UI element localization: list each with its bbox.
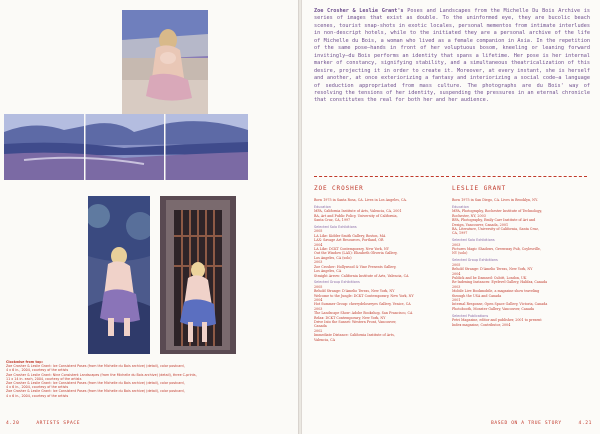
bio-line: 2005 [314, 229, 323, 234]
bio-line: Santa Cruz, CA, 1997 [314, 218, 351, 223]
bio-line: 2003 [314, 306, 323, 311]
bio-line: Los Angeles, CA [314, 269, 342, 274]
bio-line: 2004 [314, 242, 323, 247]
bio-line: Canada [314, 324, 327, 329]
bio-line: LA Like: Kidder Smith Gallery, Boston, MA [314, 233, 386, 238]
section-title: Education [452, 204, 469, 209]
caption-line: Zoe Crosher & Leslie Grant: Ice Consistent Poses (from the Michelle du Bois archive) (detail), color postcard, [6, 364, 185, 369]
bio-line: BA, Art and Public Policy, University of California, [314, 213, 398, 218]
bio-line: Los Angeles, CA (solo) [314, 255, 352, 260]
bio-line: MFA, California Institute of Arts, Valencia, CA, 2001 [314, 209, 402, 214]
bio-line: LAX: Savage Art Resources, Portland, OR [314, 238, 384, 243]
bio-line: Mobile Live Bookmobile, a magazine show traveling [452, 289, 540, 294]
bio-line: The Landscape Show: Adobe Bookshop, San Francisco, CA [314, 311, 413, 316]
photo-landscape-panorama [4, 114, 248, 180]
bio-line: Valencia, CA [314, 337, 336, 342]
bio-line: Publick and be Damned: Cubitt, London, UK [452, 276, 527, 280]
section-title: Selected Group Exhibitions [314, 280, 360, 285]
bio-line: Behold Strange: D'Amelio Terras, New York, NY [314, 289, 395, 294]
bio-line: Rochester, NY, 2003 [452, 213, 486, 218]
right-footer [491, 421, 592, 426]
bio-line: MFA, Photography, Rochester Institute of Technology, [452, 209, 542, 214]
artist-name: LESLIE GRANT [452, 185, 507, 192]
section-title: Education [314, 204, 331, 209]
bio-line: Hot Summer Group: cherrydelosreyes Gallery, Venice, CA [314, 302, 411, 307]
right-page-number: 4.21 [578, 421, 592, 426]
bio-line: Zoe Crosher: Hollywood & Vine Presents Gallery, [314, 264, 397, 269]
section-title: Selected Solo Exhibitions [452, 238, 495, 243]
photo-captions [6, 360, 206, 398]
bio-line: 2002 [314, 328, 323, 333]
bio-zoe-crosher [314, 176, 449, 342]
caption-line: 4 x 6 in., 2004, courtesy of the artists [6, 385, 69, 390]
captions-heading: Clockwise from top: [6, 360, 43, 364]
bio-line: Behold Strange: D'Amelio Terras, New York, NY [452, 267, 533, 272]
bio-line: Pictures Magic Shadows, Greenway Pub, Coylesville, [452, 247, 541, 252]
bio-line: 2005 [452, 262, 461, 267]
intro-body: Poses and Landscapes from the Michelle Du Bois Archive is series of images that exist as double. To the uninformed eye, they are bucolic beach scenes, tourist snap-shots in exotic locales, personal mementos from intimate interludes in non-descript hotels, while to the initiated they are a personal archive of the life of Michelle du Bois, a woman who lived as a female companion in Asia. In the repetition of the same pose—hands in front of her voluptuous bosom, kneeling or leaning forward invitingly—du Bois performs an identity that spans a lifetime. Her pose is her internal marker of constancy, signifying stability, and a simultaneous theatricalization of this desire, projecting it in order to create it. Moreover, at every instant, she is herself and another, at once exteriorizing a fantasy and interiorizing a social code—a language of seduction appropriated from mass culture. The photographs are du Bois' way of resolving the tensions of her identity, suspending the pressures in an eternal chronicle that constitutes the real for both her and her audience. [314, 8, 590, 104]
caption-line: 4 x 6 in., 2004, courtesy of the artists [6, 368, 69, 373]
section-title: Selected Group Exhibitions [452, 258, 498, 263]
bio-line: CA, 1997 [452, 231, 468, 236]
section-title: Selected Publications [452, 313, 489, 318]
bio-line: 2005 [314, 284, 323, 289]
caption-line: Zoe Crosher & Leslie Grant: Ice Consistent Poses (from the Michelle du Bois archive) (detail), color postcard, [6, 381, 185, 386]
bio-line: 2003 [452, 284, 461, 289]
bio-line: 2001 [452, 298, 461, 303]
bio-born: Born 1975 in Santa Rosa, CA. Lives in Los Angeles, CA. [314, 198, 407, 202]
bio-line: Immediate Distance: California Institute of Arts, [314, 333, 395, 338]
bio-line: NY (solo) [452, 251, 468, 256]
bio-line: 2004 [314, 298, 323, 303]
photo-beach-pose [122, 10, 208, 114]
dashed-divider [452, 176, 587, 177]
section-title: Selected Solo Exhibitions [314, 225, 357, 230]
bio-line: 2004 [452, 271, 461, 276]
bio-line: Out the Window (LAX): Elizabeth Oliveria Gallery, [314, 251, 398, 256]
left-running-head: ARTISTS SPACE [36, 421, 81, 426]
left-page [0, 0, 298, 434]
bio-line: BFA, Photography, Emily Carr Institute of Art and [452, 218, 536, 223]
caption-line: Zoe Crosher & Leslie Grant: Ice Consistent Poses (from the Michelle du Bois archive) (detail), color postcard, [6, 389, 185, 394]
bio-line: Internal Response, Open Space Gallery, Victoria, Canada [452, 302, 548, 307]
photo-gate-pose [160, 196, 236, 354]
dashed-divider [314, 176, 449, 177]
bio-line: Petri Magazine, editor and publisher, 2001 to present [452, 318, 542, 323]
photo-garden-pose [88, 196, 150, 354]
bio-line: Straight Arrow: California Institute of Arts, Valencia, CA [314, 273, 409, 278]
caption-line: 4 x 6 in., 2004, courtesy of the artists [6, 393, 69, 398]
bio-born: Born 1975 in San Diego, CA. Lives in Brooklyn, NY. [452, 198, 538, 202]
bio-line: Re-Indexing Instances: Eyelevel Gallery, Halifax, Canada [452, 280, 548, 285]
bio-line: 2003 [314, 260, 323, 265]
bio-line: Relax: DCKT Contemporary, New York, NY [314, 315, 386, 320]
bio-line: 2003 [452, 242, 461, 247]
bio-line: Design, Vancouver, Canada, 2001 [452, 222, 509, 227]
artist-name: ZOE CROSHER [314, 185, 364, 192]
bio-line: Welcome to the Jungle: DCKT Contemporary, New York, NY [314, 293, 414, 298]
bio-line: BA, Literature, University of California, Santa Cruz, [452, 226, 539, 231]
bio-line: Photobooth, Monster Gallery, Vancouver, Canada [452, 306, 534, 311]
right-page [302, 0, 600, 434]
intro-authors: Zoe Crosher & Leslie Grant's [314, 8, 404, 14]
left-page-number: 4.20 [6, 421, 20, 426]
right-running-head: BASED ON A TRUE STORY [491, 421, 562, 426]
left-footer [6, 421, 80, 426]
intro-paragraph [314, 8, 590, 105]
bio-leslie-grant [452, 176, 587, 327]
caption-line: Zoe Crosher & Leslie Grant: Nine Consistent Landscapes (from the Michelle du Bois archive) (detail), three C-prints, [6, 372, 197, 377]
bio-line: Index magazine, Contributor, 2004 [452, 322, 511, 327]
bio-line: Drive Into the Sunset: Western Front, Vancouver, [314, 320, 397, 325]
caption-line: 11 x 14 in. each, 2004, courtesy of the artists [6, 376, 82, 381]
bio-line: LA Like: DCKT Contemporary, New York, NY [314, 247, 389, 252]
bio-line: through the USA and Canada [452, 293, 502, 298]
